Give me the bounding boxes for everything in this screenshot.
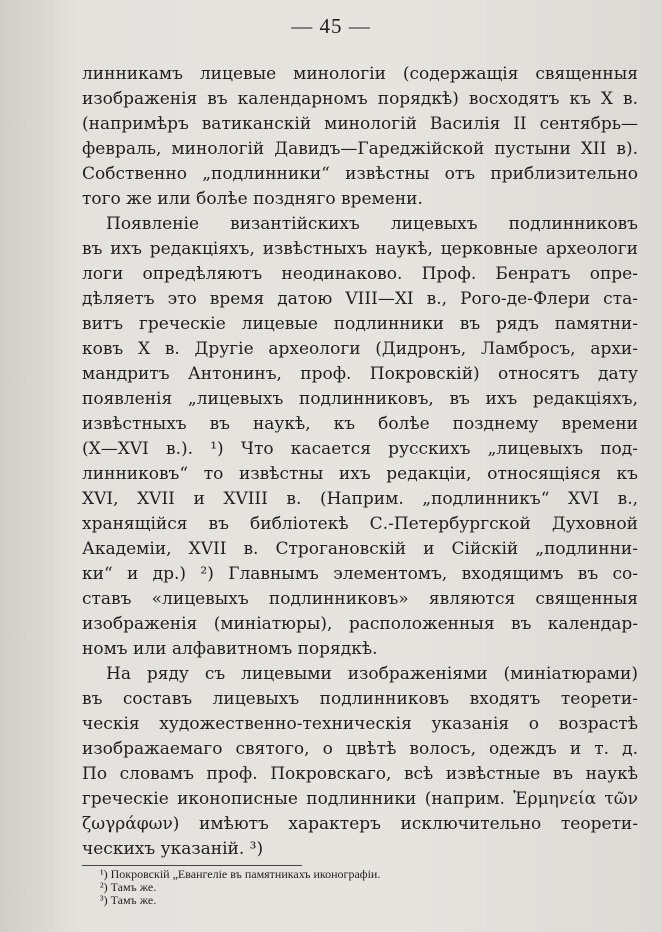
text-line: февраль, минологій Давидъ—Гареджійской пустыни XII в). xyxy=(82,139,638,159)
text-line: изображенія (миніатюры), расположенныя въ календар- xyxy=(82,614,638,634)
text-line: ки“ и др.) ²) Главнымъ элементомъ, входящимъ въ со- xyxy=(82,564,638,584)
text-line: номъ или алфавитномъ порядкѣ. xyxy=(82,639,378,659)
footnote: ²) Тамъ же. xyxy=(100,880,157,894)
text-line: хранящійся въ библіотекѣ С.-Петербургской Духовной xyxy=(82,514,638,534)
text-line: изображаемаго святого, о цвѣтѣ волосъ, одеждъ и т. д. xyxy=(82,739,638,759)
text-line: дѣляетъ это время датою VIII—XI в., Рого-де-Флери ста- xyxy=(82,289,638,309)
text-line: изображенія въ календарномъ порядкѣ) восходятъ къ X в. xyxy=(82,89,638,109)
text-line: линниковъ“ то извѣстны ихъ редакціи, относящіяся къ xyxy=(82,464,638,484)
text-line: мандритъ Антонинъ, проф. Покровскій) относятъ дату xyxy=(82,364,638,384)
text-line: ческихъ указаній. ³) xyxy=(82,839,264,859)
text-line: въ ихъ редакціяхъ, извѣстныхъ наукѣ, церковные археологи xyxy=(82,239,638,259)
text-line: ковъ X в. Другіе археологи (Дидронъ, Ламбросъ, архи- xyxy=(82,339,638,359)
text-line: (X—XVI в.). ¹) Что касается русскихъ „лицевыхъ под- xyxy=(82,439,638,459)
text-line: греческіе иконописные подлинники (наприм. Ἑρμηνεία τῶν xyxy=(82,789,638,809)
text-line: ζωγράφων) имѣютъ характеръ исключительно теорети- xyxy=(82,814,638,834)
text-line: извѣстныхъ въ наукѣ, къ болѣе позднему времени xyxy=(82,414,638,434)
text-line: Собственно „подлинники“ извѣстны отъ приблизительно xyxy=(82,164,638,184)
text-line: того же или болѣе поздняго времени. xyxy=(82,189,423,209)
text-line: логи опредѣляютъ неодинаково. Проф. Бенратъ опре- xyxy=(82,264,638,284)
text-line: Академіи, XVII в. Строгановскій и Сійскій „подлинни- xyxy=(82,539,638,559)
text-line: На ряду съ лицевыми изображеніями (миніатюрами) xyxy=(106,664,638,684)
text-line: линникамъ лицевые минологіи (содержащія священныя xyxy=(82,64,638,84)
text-line: появленія „лицевыхъ подлинниковъ, въ ихъ редакціяхъ, xyxy=(82,389,638,409)
page-number: — 45 — xyxy=(291,14,371,38)
text-line: XVI, XVII и XVIII в. (Наприм. „подлинникъ“ XVI в., xyxy=(82,489,638,509)
footnote: ¹) Покровскій „Евангеліе въ памятникахъ иконографіи. xyxy=(100,867,381,881)
text-line: Появленіе византійскихъ лицевыхъ подлинниковъ xyxy=(106,214,638,234)
text-line: (напримѣръ ватиканскій минологій Василія II сентябрь— xyxy=(82,114,638,134)
text-line: витъ греческіе лицевые подлинники въ рядъ памятни- xyxy=(82,314,638,334)
footnote: ³) Тамъ же. xyxy=(100,893,157,907)
footnote-rule xyxy=(82,865,302,866)
text-line: ставъ «лицевыхъ подлинниковъ» являются священныя xyxy=(82,589,638,609)
text-line: По словамъ проф. Покровскаго, всѣ извѣстные въ наукѣ xyxy=(82,764,638,784)
text-line: ческія художественно-техническія указанія о возрастѣ xyxy=(82,714,638,734)
text-line: въ составъ лицевыхъ подлинниковъ входятъ теорети- xyxy=(82,689,638,709)
